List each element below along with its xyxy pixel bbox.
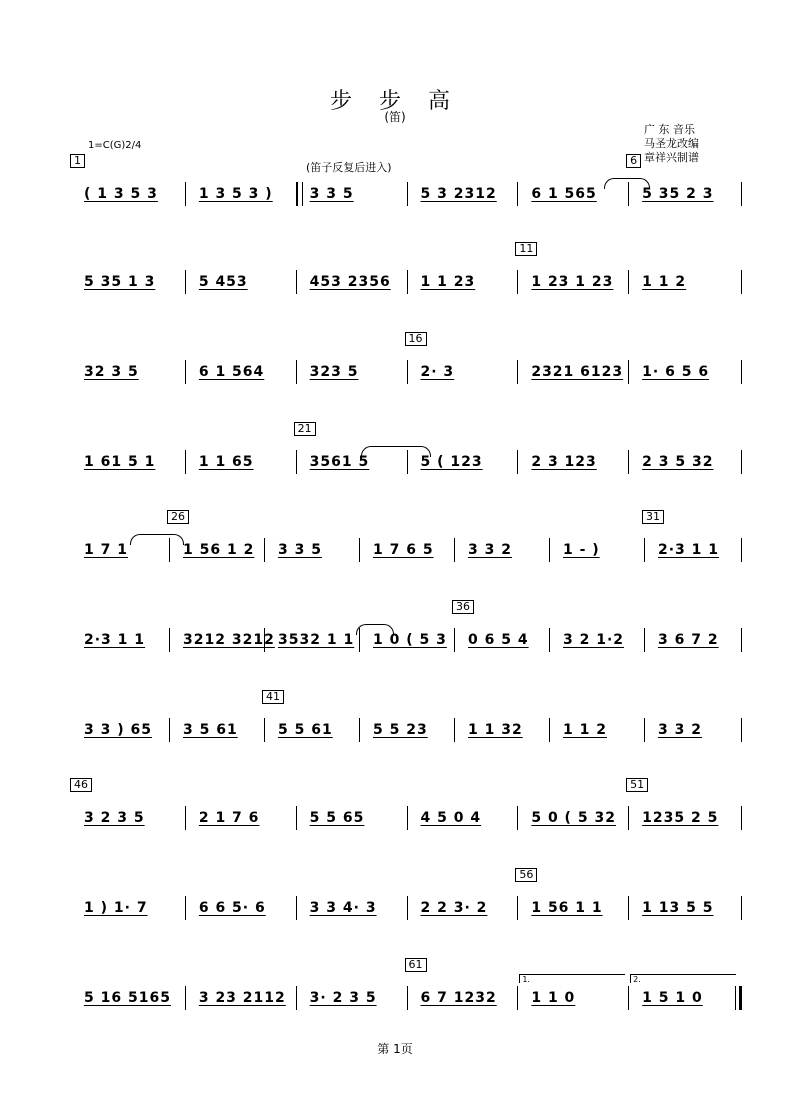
measure-notes: 1 1 2 — [642, 274, 687, 290]
measure-notes: 4 5 0 4 — [420, 810, 482, 826]
barline — [296, 360, 297, 384]
volta-bracket: 1. — [519, 974, 625, 983]
entry-note: (笛子反复后进入) — [306, 161, 392, 174]
score-row — [78, 690, 743, 754]
barline — [296, 896, 297, 920]
measure-number: 26 — [167, 510, 189, 524]
measure-notes: 6 1 565 — [531, 186, 597, 202]
measure-number: 11 — [515, 242, 537, 256]
barline — [185, 360, 186, 384]
measure-notes: 1 23 1 23 — [531, 274, 614, 290]
measure-notes: 1 7 6 5 — [373, 542, 434, 558]
credit-transcriber: 章祥兴制谱 — [644, 151, 699, 164]
barline — [741, 538, 742, 562]
barline — [264, 628, 265, 652]
credits — [644, 123, 699, 165]
credit-arranger: 马圣龙改编 — [644, 137, 699, 150]
measure-number: 21 — [294, 422, 316, 436]
measure-notes: 6 7 1232 — [420, 990, 497, 1006]
measure-notes: 1235 2 5 — [642, 810, 719, 826]
measure-number: 31 — [642, 510, 664, 524]
repeat-end-barline — [628, 986, 629, 1010]
measure-notes: 5 3 2312 — [420, 186, 497, 202]
score-row — [78, 600, 743, 664]
measure-notes: 1 13 5 5 — [642, 900, 714, 916]
barline — [741, 628, 742, 652]
final-barline — [735, 986, 736, 1010]
measure-notes: 1 7 1 — [84, 542, 128, 558]
score-title: 步 步 高 — [330, 89, 460, 114]
measure-notes: 1· 6 5 6 — [642, 364, 710, 380]
barline — [185, 450, 186, 474]
measure-notes: 5 ( 123 — [420, 454, 483, 470]
barline — [185, 182, 186, 206]
measure-notes: 2 2 3· 2 — [420, 900, 488, 916]
barline — [549, 538, 550, 562]
measure-number: 46 — [70, 778, 92, 792]
measure-notes: 2 3 123 — [531, 454, 597, 470]
measure-notes: 3 6 7 2 — [658, 632, 719, 648]
measure-notes: 3 23 2112 — [198, 990, 286, 1006]
measure-notes: 3532 1 1 — [278, 632, 355, 648]
measure-number: 6 — [626, 154, 641, 168]
score-row — [78, 510, 743, 574]
score-row — [78, 332, 743, 396]
tie-slur — [130, 534, 184, 545]
tie-slur — [604, 178, 650, 189]
barline — [296, 450, 297, 474]
measure-number: 51 — [626, 778, 648, 792]
measure-notes: 3 3 2 — [468, 542, 512, 558]
measure-notes: 1 - ) — [563, 542, 600, 558]
barline — [185, 806, 186, 830]
barline — [407, 986, 408, 1010]
measure-notes: 1 1 65 — [198, 454, 254, 470]
measure-notes: 1 3 5 3 ) — [198, 186, 273, 202]
measure-notes: 1 1 0 — [531, 990, 576, 1006]
barline — [517, 360, 518, 384]
measure-notes: 6 6 5· 6 — [198, 900, 266, 916]
barline — [407, 896, 408, 920]
barline — [296, 270, 297, 294]
measure-notes: 1 56 1 1 — [531, 900, 603, 916]
barline — [644, 538, 645, 562]
measure-notes: 1 0 ( 5 3 — [373, 632, 447, 648]
measure-notes: 3 3 2 — [658, 722, 702, 738]
measure-notes: 1 61 5 1 — [84, 454, 156, 470]
barline — [741, 450, 742, 474]
volta-bracket: 2. — [630, 974, 736, 983]
measure-notes: 5 5 23 — [373, 722, 428, 738]
barline — [741, 182, 742, 206]
measure-notes: 1 56 1 2 — [183, 542, 255, 558]
score-row — [74, 778, 743, 842]
measure-number: 61 — [405, 958, 427, 972]
measure-notes: 1 1 23 — [420, 274, 476, 290]
measure-notes: 323 5 — [309, 364, 359, 380]
barline — [644, 628, 645, 652]
measure-notes: 3 3 4· 3 — [309, 900, 377, 916]
barline — [407, 182, 408, 206]
measure-notes: 3 3 5 — [278, 542, 322, 558]
barline — [407, 270, 408, 294]
measure-notes: 6 1 564 — [198, 364, 265, 380]
credit-origin: 广 东 音乐 — [644, 123, 695, 136]
page-number: 第 1页 — [377, 1042, 413, 1056]
barline — [454, 628, 455, 652]
barline — [549, 718, 550, 742]
barline — [517, 806, 518, 830]
instrument-subtitle: (笛) — [384, 110, 406, 124]
measure-notes: ( 1 3 5 3 — [84, 186, 158, 202]
measure-notes: 32 3 5 — [84, 364, 139, 380]
measure-notes: 5 35 2 3 — [642, 186, 714, 202]
measure-notes: 5 5 61 — [278, 722, 333, 738]
measure-notes: 5 453 — [198, 274, 248, 290]
barline — [741, 718, 742, 742]
measure-notes: 1 1 2 — [563, 722, 607, 738]
barline — [185, 896, 186, 920]
barline — [169, 718, 170, 742]
barline — [264, 718, 265, 742]
measure-notes: 2 1 7 6 — [198, 810, 260, 826]
barline — [517, 986, 518, 1010]
key-signature: 1=C(G)2/4 — [88, 140, 142, 151]
barline — [741, 896, 742, 920]
barline — [517, 450, 518, 474]
barline — [359, 538, 360, 562]
score-row — [78, 422, 743, 486]
measure-notes: 2·3 1 1 — [84, 632, 146, 648]
measure-notes: 3 2 3 5 — [84, 810, 145, 826]
measure-notes: 0 6 5 4 — [468, 632, 529, 648]
barline — [628, 270, 629, 294]
barline — [296, 806, 297, 830]
tie-slur — [361, 446, 431, 457]
barline — [169, 628, 170, 652]
measure-notes: 5 16 5165 — [84, 990, 171, 1006]
barline — [185, 270, 186, 294]
barline — [628, 896, 629, 920]
barline — [185, 986, 186, 1010]
measure-notes: 1 ) 1· 7 — [84, 900, 148, 916]
measure-notes: 5 0 ( 5 32 — [531, 810, 616, 826]
repeat-start-barline — [296, 182, 298, 206]
measure-notes: 1 1 32 — [468, 722, 523, 738]
barline — [741, 270, 742, 294]
barline — [359, 718, 360, 742]
barline — [628, 450, 629, 474]
barline — [741, 360, 742, 384]
measure-notes: 3 5 61 — [183, 722, 238, 738]
score-row — [78, 868, 743, 932]
measure-number: 56 — [515, 868, 537, 882]
measure-notes: 3 3 5 — [309, 186, 354, 202]
measure-notes: 3561 5 — [309, 454, 370, 470]
measure-notes: 3 2 1·2 — [563, 632, 625, 648]
measure-notes: 2321 6123 — [531, 364, 624, 380]
measure-number: 16 — [405, 332, 427, 346]
score-row — [78, 958, 743, 1022]
measure-notes: 5 35 1 3 — [84, 274, 156, 290]
barline — [407, 806, 408, 830]
barline — [264, 538, 265, 562]
measure-number: 36 — [452, 600, 474, 614]
measure-notes: 3212 3212 — [183, 632, 275, 648]
barline — [454, 538, 455, 562]
measure-notes: 2·3 1 1 — [658, 542, 720, 558]
barline — [644, 718, 645, 742]
barline — [296, 986, 297, 1010]
barline — [549, 628, 550, 652]
score-row — [78, 242, 743, 306]
measure-notes: 453 2356 — [309, 274, 391, 290]
barline — [628, 806, 629, 830]
barline — [741, 806, 742, 830]
measure-notes: 2· 3 — [420, 364, 455, 380]
barline — [628, 360, 629, 384]
measure-number: 41 — [262, 690, 284, 704]
measure-notes: 3· 2 3 5 — [309, 990, 377, 1006]
barline — [517, 896, 518, 920]
measure-notes: 3 3 ) 65 — [84, 722, 152, 738]
barline — [454, 718, 455, 742]
barline — [517, 270, 518, 294]
barline — [407, 360, 408, 384]
measure-number: 1 — [70, 154, 85, 168]
measure-notes: 5 5 65 — [309, 810, 365, 826]
tie-slur — [356, 624, 394, 635]
measure-notes: 1 5 1 0 — [642, 990, 703, 1006]
measure-notes: 2 3 5 32 — [642, 454, 714, 470]
barline — [517, 182, 518, 206]
